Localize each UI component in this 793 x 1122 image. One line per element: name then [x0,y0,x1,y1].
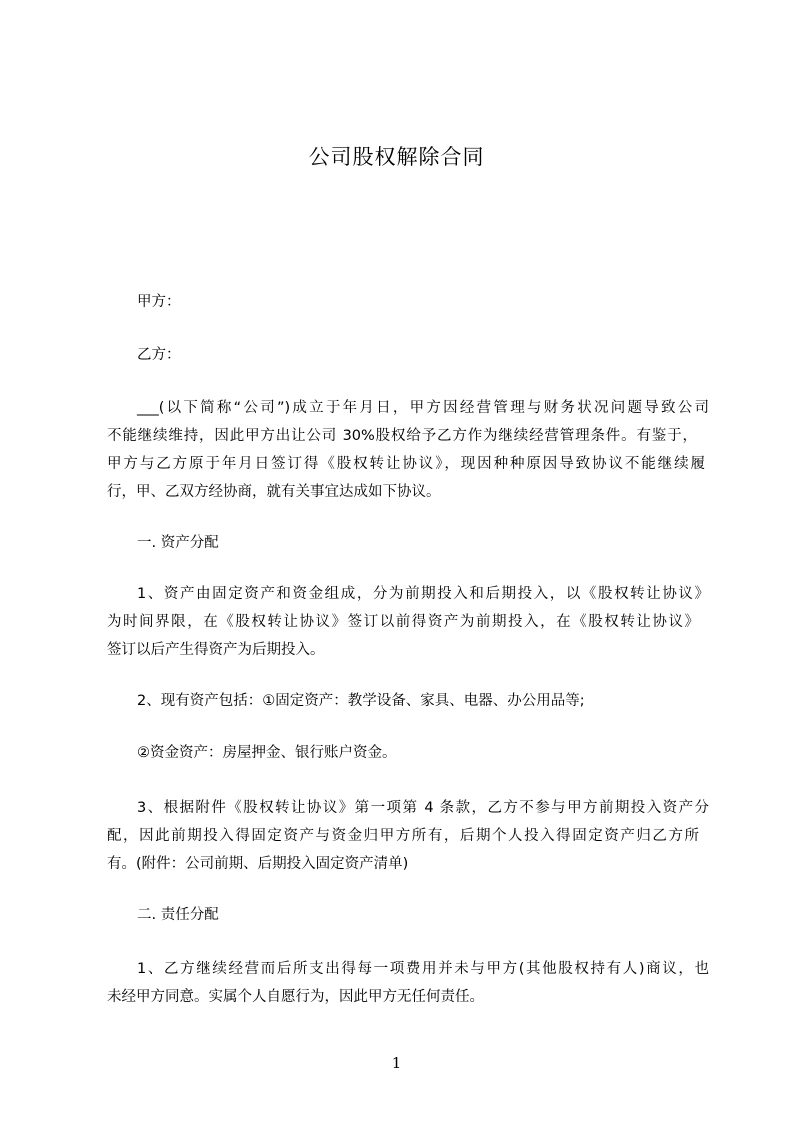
clause-line: 1、资产由固定资产和资金组成，分为前期投入和后期投入，以《股权转让协议》 [137,586,709,602]
clause-line: 为时间界限，在《股权转让协议》签订以前得资产为前期投入，在《股权转让协议》 [107,614,699,630]
clause-line: 2、现有资产包括：①固定资产：教学设备、家具、电器、办公用品等; [137,693,585,709]
clause-line: 未经甲方同意。实属个人自愿行为，因此甲方无任何责任。 [107,989,484,1005]
section-heading: 一. 资产分配 [137,535,219,551]
page-number: 1 [391,1054,402,1072]
party-b-label: 乙方： [137,347,181,363]
clause-line: 有。(附件：公司前期、后期投入固定资产清单) [107,856,409,872]
clause-line: 签订以后产生得资产为后期投入。 [107,642,325,658]
clause-line: 1、乙方继续经营而后所支出得每一项费用并未与甲方(其他股权持有人)商议，也 [137,961,709,977]
intro-line: 甲方与乙方原于年月日签订得《股权转让协议》，现因种种原因导致协议不能继续履 [107,456,705,472]
clause-line: 3、根据附件《股权转让协议》第一项第 4 条款，乙方不参与甲方前期投入资产分 [137,800,709,816]
party-a-label: 甲方： [137,294,181,310]
clause-line: 配，因此前期投入得固定资产与资金归甲方所有，后期个人投入得固定资产归乙方所 [107,828,699,844]
clause-line: ②资金资产：房屋押金、银行账户资金。 [137,745,397,761]
intro-line: 不能继续维持，因此甲方出让公司 30%股权给予乙方作为继续经营管理条件。有鉴于， [107,428,697,444]
intro-line: ___(以下简称“公司”)成立于年月日，甲方因经营管理与财务状况问题导致公司 [137,400,709,416]
section-heading: 二. 责任分配 [137,907,219,923]
document-title: 公司股权解除合同 [308,145,485,169]
intro-line: 行，甲、乙双方经协商，就有关事宜达成如下协议。 [107,484,441,500]
